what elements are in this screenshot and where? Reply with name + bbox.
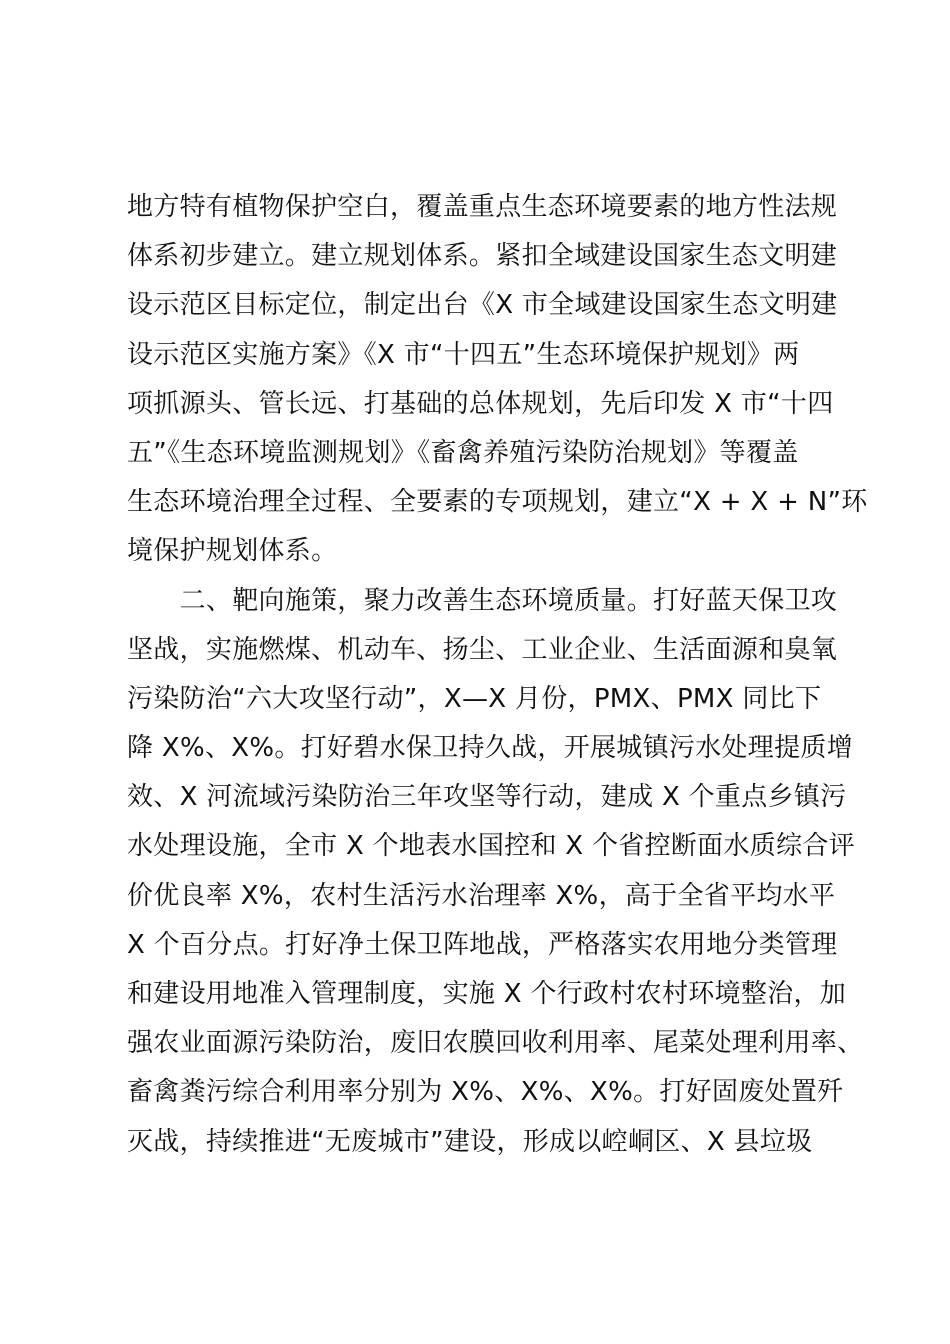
text-line: 和建设用地准入管理制度，实施 X 个行政村农村环境整治，加 <box>127 979 847 1009</box>
paragraph-heading-line: 二、靶向施策，聚力改善生态环境质量。打好蓝天保卫攻 <box>127 585 838 616</box>
body-text <box>127 183 868 1167</box>
text-line: 强农业面源污染防治，废旧农膜回收利用率、尾菜处理利用率、 <box>127 1028 864 1059</box>
text-line: 生态环境治理全过程、全要素的专项规划，建立“X + X + N”环 <box>127 487 868 518</box>
text-line: X 个百分点。打好净土保卫阵地战，严格落实农用地分类管理 <box>127 929 838 960</box>
text-line: 项抓源头、管长远、打基础的总体规划，先后印发 X 市“十四 <box>127 388 834 419</box>
text-line: 价优良率 X%，农村生活污水治理率 X%，高于全省平均水平 <box>127 880 836 911</box>
text-line: 设示范区实施方案》《X 市“十四五”生态环境保护规划》两 <box>127 339 800 370</box>
text-line: 灭战，持续推进“无废城市”建设，形成以崆峒区、X 县垃圾 <box>127 1126 813 1157</box>
text-line: 坚战，实施燃煤、机动车、扬尘、工业企业、生活面源和臭氧 <box>127 634 838 665</box>
text-line: 设示范区目标定位，制定出台《X 市全域建设国家生态文明建 <box>127 290 838 321</box>
text-line: 境保护规划体系。 <box>127 536 338 567</box>
text-line: 效、X 河流域污染防治三年攻坚等行动，建成 X 个重点乡镇污 <box>127 782 847 813</box>
text-line: 体系初步建立。建立规划体系。紧扣全域建设国家生态文明建 <box>127 241 838 272</box>
text-line: 五”《生态环境监测规划》《畜禽养殖污染防治规划》等覆盖 <box>127 437 799 468</box>
text-line: 降 X%、X%。打好碧水保卫持久战，开展城镇污水处理提质增 <box>127 733 853 764</box>
text-line: 水处理设施，全市 X 个地表水国控和 X 个省控断面水质综合评 <box>127 831 855 862</box>
text-line: 地方特有植物保护空白，覆盖重点生态环境要素的地方性法规 <box>127 192 838 222</box>
text-line: 畜禽粪污综合利用率分别为 X%、X%、X%。打好固废处置歼 <box>127 1077 844 1108</box>
text-line: 污染防治“六大攻坚行动”，X—X 月份，PMX、PMX 同比下 <box>127 683 822 714</box>
